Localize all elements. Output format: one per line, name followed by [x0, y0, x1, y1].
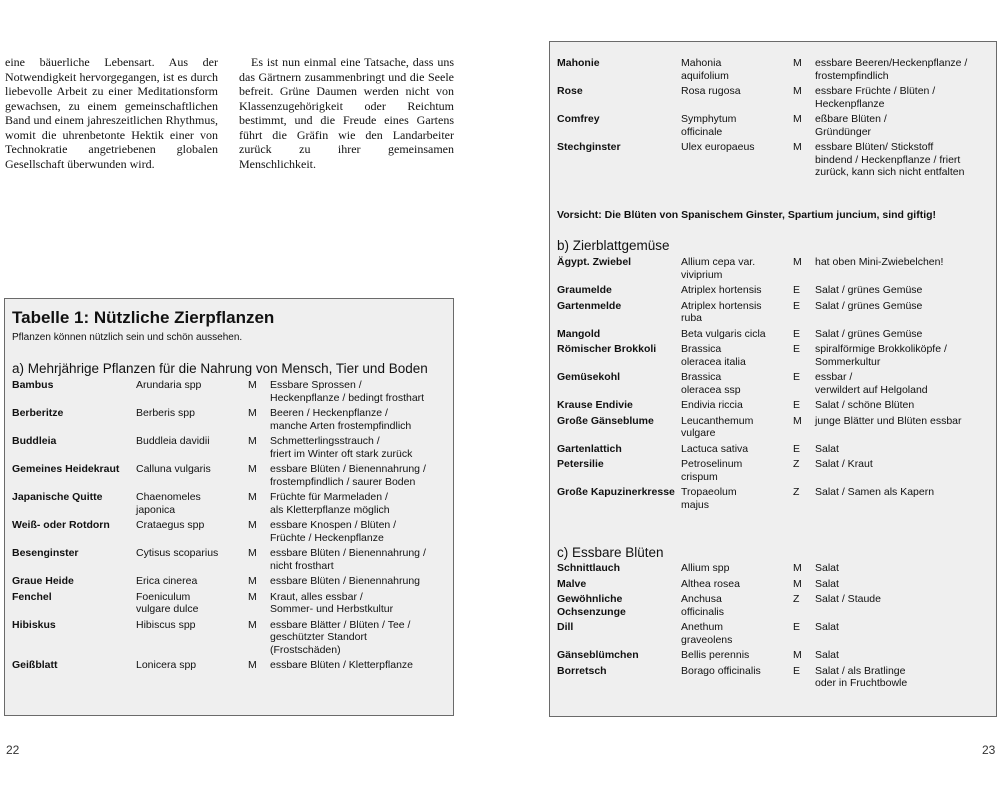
body-text-column-2: [239, 55, 454, 171]
life-cycle-code: E: [793, 299, 801, 312]
table-row: [557, 284, 990, 297]
latin-name: Lactuca sativa: [681, 442, 749, 455]
use-description: essbare Blüten / Bienennahrung: [270, 575, 421, 587]
life-cycle-code: E: [793, 284, 801, 296]
use-description: essbare Blätter / Blüten / Tee / geschützter Standort (Frostschäden): [270, 618, 411, 656]
life-cycle-code: M: [793, 649, 802, 661]
plant-name: Gänseblümchen: [557, 649, 639, 661]
use-description: Salat: [815, 621, 839, 633]
plant-name: Dill: [557, 621, 574, 633]
life-cycle-code: E: [793, 343, 801, 355]
page-number-right: 23: [982, 743, 996, 757]
latin-name: Borago officinalis: [681, 664, 761, 677]
latin-name: Crataegus spp: [136, 519, 205, 531]
use-description: essbar / verwildert auf Helgoland: [815, 371, 928, 396]
table-row: [557, 621, 990, 646]
plant-name: Römischer Brokkoli: [557, 343, 657, 355]
latin-name: Tropaeolum majus: [681, 486, 737, 511]
use-description: essbare Beeren/Heckenpflanze / frostempfindlich: [815, 57, 968, 82]
table-row: [557, 113, 990, 138]
section-a-heading: a) Mehrjährige Pflanzen für die Nahrung von Mensch, Tier und Boden: [12, 361, 428, 376]
table-row: [12, 379, 445, 404]
plant-name: Mangold: [557, 327, 601, 340]
table-row: [12, 575, 445, 588]
use-description: Beeren / Heckenpflanze / manche Arten frostempfindlich: [270, 407, 412, 432]
plant-name: Gemüsekohl: [557, 371, 621, 383]
plant-name: Gartenmelde: [557, 299, 622, 312]
latin-name: Allium cepa var. viviprium: [681, 256, 756, 281]
paragraph: Es ist nun einmal eine Tatsache, dass uns das Gärtnern zusammenbringt und die Seele befreit. Grüne Daumen werden nicht von Klassenzugehörigkeit oder Reichtum bestimmt, und die Freude eines Gartens führt die Gräfin wie den Landarbeiter zurück zu ihrer gemeinsamen Menschlichkeit.: [239, 55, 454, 171]
plant-name: Ägypt. Zwiebel: [557, 256, 632, 268]
use-description: Salat / grünes Gemüse: [815, 284, 923, 296]
table-row: [12, 519, 445, 544]
latin-name: Anchusa officinalis: [681, 593, 724, 618]
section-a-continued-rows: [557, 57, 990, 179]
life-cycle-code: E: [793, 664, 801, 677]
body-text-column-1: [5, 55, 218, 171]
life-cycle-code: Z: [793, 593, 800, 605]
plant-name: Mahonie: [557, 57, 600, 69]
plant-name: Rose: [557, 85, 583, 97]
life-cycle-code: M: [248, 463, 257, 475]
table-subtitle: Pflanzen können nützlich sein und schön aussehen.: [12, 332, 243, 343]
use-description: hat oben Mini-Zwiebelchen!: [815, 256, 944, 268]
table-row: [557, 578, 990, 591]
latin-name: Buddleia davidii: [136, 435, 210, 447]
life-cycle-code: M: [793, 85, 802, 97]
latin-name: Leucanthemum vulgare: [681, 414, 754, 439]
latin-name: Erica cinerea: [136, 575, 198, 587]
table-row: [557, 486, 990, 511]
use-description: Kraut, alles essbar / Sommer- und Herbstkultur: [270, 590, 394, 615]
table-row: [557, 649, 990, 662]
table-row: [557, 665, 990, 690]
use-description: Salat / als Bratlinge oder in Fruchtbowle: [815, 664, 908, 689]
section-b-rows: [557, 256, 990, 511]
life-cycle-code: M: [248, 590, 257, 603]
latin-name: Anethum graveolens: [681, 621, 733, 646]
use-description: Salat: [815, 649, 839, 661]
table-row: [557, 443, 990, 456]
life-cycle-code: M: [793, 57, 802, 69]
table-row: [12, 619, 445, 657]
life-cycle-code: M: [793, 113, 802, 125]
latin-name: Symphytum officinale: [681, 113, 737, 138]
table-row: [12, 591, 445, 616]
latin-name: Atriplex hortensis: [681, 284, 762, 296]
table-row: [557, 415, 990, 440]
use-description: Salat / grünes Gemüse: [815, 327, 923, 340]
table-row: [557, 256, 990, 281]
use-description: essbare Früchte / Blüten / Heckenpflanze: [815, 85, 936, 110]
plant-name: Graumelde: [557, 284, 612, 296]
use-description: Salat / Kraut: [815, 458, 873, 470]
life-cycle-code: Z: [793, 486, 800, 498]
use-description: Salat / schöne Blüten: [815, 399, 915, 411]
life-cycle-code: M: [793, 141, 802, 153]
table-row: [12, 547, 445, 572]
latin-name: Lonicera spp: [136, 659, 197, 671]
life-cycle-code: M: [248, 435, 257, 447]
use-description: essbare Blüten / Bienennahrung / nicht frosthart: [270, 547, 426, 572]
life-cycle-code: M: [793, 577, 802, 590]
use-description: eßbare Blüten / Gründünger: [815, 113, 887, 138]
paragraph: eine bäuerliche Lebensart. Aus der Notwendigkeit hervorgegangen, ist es durch liebevolle Arbeit zu einer Meditationsform gewachsen, zu einem gemeinschaftlichen Band und einem jahreszeitlichen Rhythmus, womit die uhrenbetonte Hektik einer von Technokratie angetriebenen globalen Gesellschaft überwunden wird.: [5, 55, 218, 171]
table-row: [12, 435, 445, 460]
page-number-left: 22: [6, 743, 20, 757]
life-cycle-code: M: [248, 407, 257, 419]
latin-name: Chaenomeles japonica: [136, 491, 201, 516]
section-b-heading: b) Zierblattgemüse: [557, 238, 670, 253]
plant-name: Stechginster: [557, 141, 621, 153]
use-description: Salat: [815, 577, 839, 590]
use-description: Früchte für Marmeladen / als Kletterpflanze möglich: [270, 491, 390, 516]
latin-name: Hibiscus spp: [136, 618, 196, 631]
plant-name: Fenchel: [12, 590, 52, 603]
plant-name: Graue Heide: [12, 575, 74, 587]
table-title: Tabelle 1: Nützliche Zierpflanzen: [12, 308, 275, 327]
latin-name: Endivia riccia: [681, 399, 743, 411]
latin-name: Brassica oleracea italia: [681, 343, 746, 368]
table-row: [557, 399, 990, 412]
section-c-heading: c) Essbare Blüten: [557, 545, 664, 560]
plant-name: Malve: [557, 577, 587, 590]
latin-name: Bellis perennis: [681, 649, 750, 661]
plant-name: Berberitze: [12, 407, 64, 419]
plant-name: Krause Endivie: [557, 399, 633, 411]
plant-name: Gemeines Heidekraut: [12, 463, 120, 475]
life-cycle-code: M: [248, 659, 257, 671]
plant-name: Borretsch: [557, 664, 607, 677]
life-cycle-code: M: [248, 379, 257, 391]
latin-name: Cytisus scoparius: [136, 547, 219, 559]
plant-name: Japanische Quitte: [12, 491, 103, 503]
plant-name: Gewöhnliche Ochsenzunge: [557, 593, 626, 618]
plant-name: Geißblatt: [12, 659, 58, 671]
latin-name: Calluna vulgaris: [136, 463, 211, 475]
plant-name: Große Kapuzinerkresse: [557, 486, 675, 498]
latin-name: Rosa rugosa: [681, 85, 741, 97]
latin-name: Ulex europaeus: [681, 141, 755, 153]
table-row: [557, 85, 990, 110]
latin-name: Berberis spp: [136, 407, 195, 419]
plant-name: Große Gänseblume: [557, 414, 654, 427]
life-cycle-code: M: [248, 491, 257, 503]
warning-note: Vorsicht: Die Blüten von Spanischem Ginster, Spartium juncium, sind giftig!: [557, 209, 937, 221]
use-description: essbare Blüten / Kletterpflanze: [270, 659, 414, 671]
plant-name: Comfrey: [557, 113, 600, 125]
latin-name: Brassica oleracea ssp: [681, 371, 741, 396]
section-a-rows: [12, 379, 445, 672]
latin-name: Althea rosea: [681, 577, 740, 590]
table-row: [557, 343, 990, 368]
latin-name: Arundaria spp: [136, 379, 202, 391]
plant-name: Schnittlauch: [557, 562, 621, 574]
use-description: Salat / Staude: [815, 593, 881, 605]
use-description: Salat: [815, 562, 839, 574]
table-row: [12, 407, 445, 432]
plant-name: Petersilie: [557, 458, 604, 470]
section-c-rows: [557, 562, 990, 690]
use-description: junge Blätter und Blüten essbar: [815, 414, 962, 427]
table-row: [557, 593, 990, 618]
table-row: [12, 463, 445, 488]
table-row: [557, 562, 990, 575]
life-cycle-code: E: [793, 399, 801, 411]
use-description: Salat / Samen als Kapern: [815, 486, 935, 498]
use-description: Schmetterlingsstrauch / friert im Winter oft stark zurück: [270, 435, 413, 460]
life-cycle-code: M: [793, 256, 802, 268]
plant-name: Buddleia: [12, 435, 57, 447]
plant-name: Bambus: [12, 379, 54, 391]
latin-name: Beta vulgaris cicla: [681, 327, 766, 340]
life-cycle-code: E: [793, 442, 801, 455]
table-row: [557, 57, 990, 82]
life-cycle-code: E: [793, 327, 801, 340]
use-description: essbare Knospen / Blüten / Früchte / Heckenpflanze: [270, 519, 397, 544]
latin-name: Foeniculum vulgare dulce: [136, 590, 199, 615]
table-row: [12, 659, 445, 672]
latin-name: Atriplex hortensis ruba: [681, 299, 762, 324]
life-cycle-code: E: [793, 621, 801, 633]
use-description: essbare Blüten / Bienennahrung / frostempfindlich / saurer Boden: [270, 463, 426, 488]
plant-name: Besenginster: [12, 547, 79, 559]
life-cycle-code: M: [248, 618, 257, 631]
latin-name: Petroselinum crispum: [681, 458, 743, 483]
life-cycle-code: E: [793, 371, 801, 383]
table-row: [557, 328, 990, 341]
life-cycle-code: Z: [793, 458, 800, 470]
table-row: [557, 371, 990, 396]
table-row: [557, 141, 990, 179]
latin-name: Mahonia aquifolium: [681, 57, 729, 82]
use-description: Essbare Sprossen / Heckenpflanze / bedingt frosthart: [270, 379, 425, 404]
life-cycle-code: M: [793, 562, 802, 574]
use-description: Salat: [815, 442, 839, 455]
plant-name: Gartenlattich: [557, 442, 622, 455]
use-description: essbare Blüten/ Stickstoff bindend / Heckenpflanze / friert zurück, kann sich nicht entfalten: [815, 141, 965, 178]
plant-name: Hibiskus: [12, 618, 56, 631]
table-row: [557, 300, 990, 325]
table-row: [557, 458, 990, 483]
use-description: spiralförmige Brokkoliköpfe / Sommerkultur: [815, 343, 947, 368]
plant-name: Weiß- oder Rotdorn: [12, 519, 110, 531]
life-cycle-code: M: [248, 519, 257, 531]
table-row: [12, 491, 445, 516]
latin-name: Allium spp: [681, 562, 730, 574]
use-description: Salat / grünes Gemüse: [815, 299, 923, 312]
life-cycle-code: M: [248, 547, 257, 559]
life-cycle-code: M: [793, 414, 802, 427]
life-cycle-code: M: [248, 575, 257, 587]
